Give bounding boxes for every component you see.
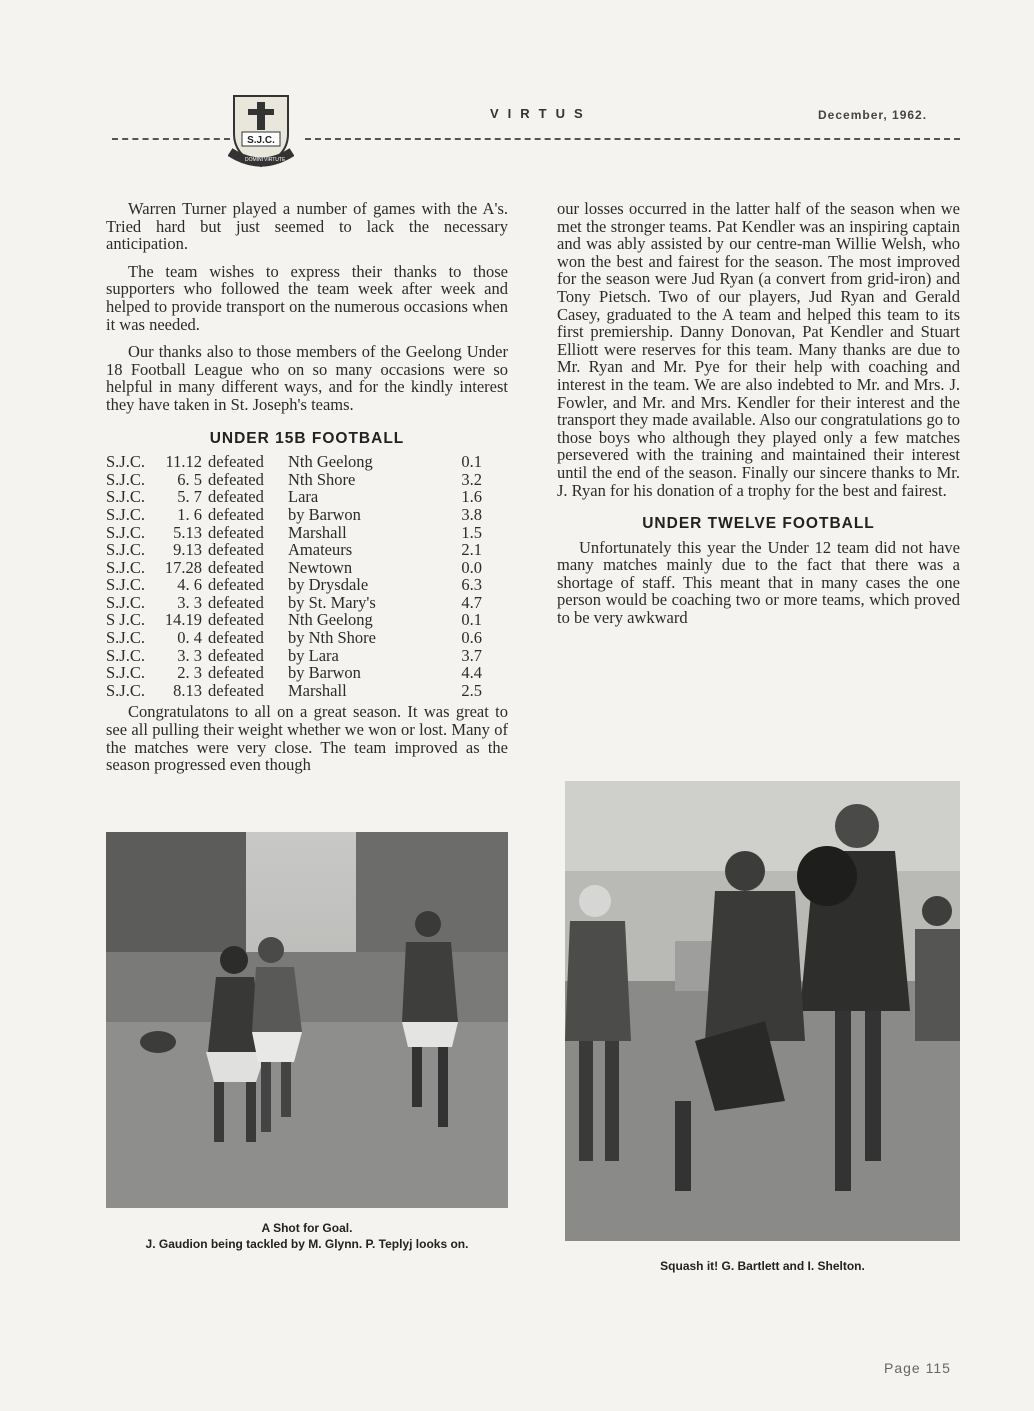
result-team: S.J.C. [106, 540, 145, 560]
result-verb: defeated [208, 575, 264, 595]
result-opponent-score: 3.2 [461, 469, 482, 489]
result-row [106, 576, 508, 594]
result-score: 11.12 [165, 452, 202, 472]
result-score: 3. 3 [177, 592, 202, 612]
result-opponent-score: 4.4 [461, 663, 482, 683]
result-opponent: by St. Mary's [288, 592, 376, 612]
result-row [106, 524, 508, 542]
result-verb: defeated [208, 469, 264, 489]
paragraph-under-twelve: Unfortunately this year the Under 12 team did not have many matches mainly due to the fact that there was a shortage of staff. This meant that in many cases the one person would be coaching two or more teams, which proved to be very awkward [557, 537, 960, 628]
heading-under-twelve: UNDER TWELVE FOOTBALL [642, 515, 875, 533]
result-opponent: Amateurs [288, 540, 353, 560]
result-opponent: Nth Geelong [288, 452, 373, 472]
result-opponent: Nth Geelong [288, 610, 373, 630]
left-column [106, 200, 508, 774]
caption-left-description: J. Gaudion being tackled by M. Glynn. P. Teplyj looks on. [145, 1237, 469, 1251]
result-opponent-score: 2.5 [461, 680, 482, 700]
heading-under-15b: UNDER 15B FOOTBALL [209, 429, 405, 447]
result-row [106, 682, 508, 700]
result-verb: defeated [208, 487, 264, 507]
result-team: S.J.C. [106, 557, 145, 577]
result-verb: defeated [208, 504, 264, 524]
result-verb: defeated [208, 610, 264, 630]
result-score: 1. 6 [177, 504, 202, 524]
result-verb: defeated [208, 680, 264, 700]
crest-motto-left: DOMINI [245, 157, 264, 163]
result-opponent: by Nth Shore [288, 628, 376, 648]
caption-right-photo: Squash it! G. Bartlett and I. Shelton. [660, 1259, 865, 1273]
result-opponent: by Lara [288, 645, 339, 665]
result-score: 2. 3 [177, 663, 202, 683]
result-verb: defeated [208, 452, 264, 472]
photo-squash-it [565, 781, 960, 1241]
football-action-photo-right [565, 781, 960, 1241]
header-rule-right [305, 138, 960, 140]
result-opponent-score: 1.6 [461, 487, 482, 507]
page-header [0, 80, 1034, 170]
masthead-title: VIRTUS [490, 106, 592, 121]
result-team: S.J.C. [106, 645, 145, 665]
result-team: S.J.C. [106, 592, 145, 612]
result-opponent-score: 1.5 [461, 522, 482, 542]
result-opponent-score: 3.8 [461, 504, 482, 524]
result-score: 3. 3 [177, 645, 202, 665]
result-row [106, 541, 508, 559]
result-score: 14.19 [164, 610, 202, 630]
school-crest-icon [228, 86, 294, 170]
result-score: 8.13 [173, 680, 202, 700]
result-score: 4. 6 [177, 575, 202, 595]
header-rule-left [112, 138, 230, 140]
paragraph-congratulations: Congratulatons to all on a great season. It was great to see all pulling their weight whether we won or lost. Many of the matches were very close. The team improved as the season progressed even though [106, 702, 508, 775]
result-row [106, 629, 508, 647]
result-verb: defeated [208, 522, 264, 542]
result-verb: defeated [208, 628, 264, 648]
result-score: 0. 4 [177, 628, 202, 648]
result-score: 6. 5 [177, 469, 202, 489]
paragraph-season-summary: our losses occurred in the latter half of the season when we met the stronger teams. Pat Kendler was an inspiring captain and was ably assisted by our centre-man Willie Welsh, who won the best and fairest for the season. The most improved for the season were Jud Ryan (a convert from grid-iron) and Tony Pietsch. Two of our players, Jud Ryan and Gerald Casey, graduated to the A team and helped this team to its first premiership. Danny Donovan, Pat Kendler and Stuart Elliott were reserves for this team. Many thanks are due to Mr. Ryan and Mr. Pye for their help with coaching and interest in the team. We are also indebted to Mr. and Mrs. J. Fowler, and Mr. and Mrs. Kendler for their interest and the transport they made available. Also our congratulations go to those boys who although they played only a few matches persevered with the training and maintained their interest until the end of the season. Finally our sincere thanks to Mr. J. Ryan for his donation of a trophy for the best and fairest. [557, 199, 960, 500]
result-opponent-score: 0.1 [461, 452, 482, 472]
result-opponent-score: 4.7 [461, 592, 482, 612]
result-opponent: Marshall [288, 680, 347, 700]
result-score: 5. 7 [177, 487, 202, 507]
paragraph-league-thanks: Our thanks also to those members of the Geelong Under 18 Football League who on so many occasions were so helpful in many different ways, and for the kindly interest they have taken in St. Joseph's teams. [106, 342, 508, 414]
result-opponent-score: 2.1 [461, 540, 482, 560]
results-table [106, 453, 508, 699]
crest-monogram: S.J.C. [247, 135, 275, 146]
result-opponent-score: 3.7 [461, 645, 482, 665]
result-team: S.J.C. [106, 469, 145, 489]
result-team: S.J.C. [106, 487, 145, 507]
issue-date: December, 1962. [818, 108, 928, 122]
result-row [106, 559, 508, 577]
result-score: 9.13 [173, 540, 202, 560]
result-row [106, 506, 508, 524]
result-team: S J.C. [106, 610, 145, 630]
result-team: S.J.C. [106, 452, 145, 472]
result-verb: defeated [208, 645, 264, 665]
photo-shot-for-goal [106, 832, 508, 1208]
result-opponent: by Barwon [288, 663, 361, 683]
paragraph-warren-turner: Warren Turner played a number of games with the A's. Tried hard but just seemed to lack the necessary anticipation. [106, 199, 508, 254]
result-team: S.J.C. [106, 628, 145, 648]
result-verb: defeated [208, 592, 264, 612]
result-opponent-score: 0.1 [461, 610, 482, 630]
football-action-photo-left [106, 832, 508, 1208]
result-score: 17.28 [164, 557, 202, 577]
result-team: S.J.C. [106, 663, 145, 683]
result-verb: defeated [208, 540, 264, 560]
result-row [106, 611, 508, 629]
result-row [106, 647, 508, 665]
caption-left-photo [106, 1220, 508, 1252]
result-team: S.J.C. [106, 575, 145, 595]
result-verb: defeated [208, 663, 264, 683]
paragraph-supporters-thanks: The team wishes to express their thanks to those supporters who followed the team week after week and helped to provide transport on the numerous occasions when it was needed. [106, 261, 508, 334]
result-score: 5.13 [173, 522, 202, 542]
result-opponent-score: 0.6 [461, 628, 482, 648]
page-number: Page 115 [884, 1360, 951, 1376]
result-row [106, 594, 508, 612]
result-verb: defeated [208, 557, 264, 577]
result-opponent: by Barwon [288, 504, 361, 524]
result-opponent: Lara [288, 487, 319, 507]
result-opponent: Marshall [288, 522, 347, 542]
result-row [106, 488, 508, 506]
result-row [106, 471, 508, 489]
result-opponent: Nth Shore [288, 469, 356, 489]
result-team: S.J.C. [106, 522, 145, 542]
result-opponent: by Drysdale [288, 575, 369, 595]
result-team: S.J.C. [106, 680, 145, 700]
result-opponent: Newtown [288, 557, 353, 577]
caption-left-title: A Shot for Goal. [261, 1221, 353, 1235]
result-team: S.J.C. [106, 504, 145, 524]
result-opponent-score: 0.0 [461, 557, 482, 577]
crest-motto-right: VIRTUTE [264, 157, 286, 163]
result-row [106, 453, 508, 471]
result-row [106, 664, 508, 682]
result-opponent-score: 6.3 [461, 575, 482, 595]
right-column [557, 200, 960, 627]
